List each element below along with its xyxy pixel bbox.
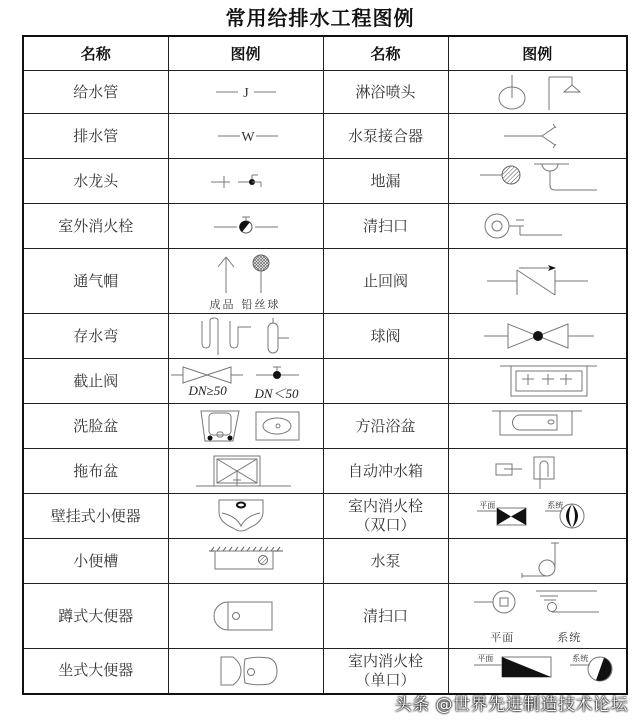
table-row <box>23 584 627 649</box>
item-name: 室外消火栓 <box>23 204 168 249</box>
watermark: 头条 @世界先进制造技术论坛 <box>394 695 628 715</box>
table-row <box>23 649 627 694</box>
item-name: 截止阀 <box>23 359 168 404</box>
shower-head-icon <box>448 71 627 114</box>
table-row <box>23 114 627 159</box>
item-name: 拖布盆 <box>23 449 168 494</box>
indoor-hydrant-single-icon <box>448 649 627 694</box>
header-name-left: 名称 <box>23 36 168 71</box>
bathtub-icon <box>448 404 627 449</box>
item-name: 小便槽 <box>23 539 168 584</box>
page-title: 常用给排水工程图例 <box>225 6 415 30</box>
check-valve-icon <box>448 249 627 314</box>
item-name: 方沿浴盆 <box>323 404 448 449</box>
cleanout-plan-system-icon <box>448 584 627 649</box>
item-name: 通气帽 <box>23 249 168 314</box>
caption-plan: 平面 <box>479 501 496 510</box>
table-row <box>23 494 627 539</box>
table-row <box>23 204 627 249</box>
item-name: 室内消火栓 （双口） <box>323 494 448 539</box>
item-name: 球阀 <box>323 314 448 359</box>
cleanout-icon <box>448 204 627 249</box>
drain-pipe-icon <box>168 114 323 159</box>
outdoor-hydrant-icon <box>168 204 323 249</box>
stop-valve-caption-large: DN≥50 <box>188 383 227 398</box>
table-row <box>23 539 627 584</box>
item-name: 蹲式大便器 <box>23 584 168 649</box>
caption-plan: 平面 <box>490 631 515 644</box>
item-name: 淋浴喷头 <box>323 71 448 114</box>
item-name: 给水管 <box>23 71 168 114</box>
item-name <box>323 359 448 404</box>
item-name: 水龙头 <box>23 159 168 204</box>
water-supply-pipe-icon <box>168 71 323 114</box>
table-row <box>23 314 627 359</box>
table-row <box>23 359 627 404</box>
squat-toilet-icon <box>168 584 323 649</box>
item-name: 存水弯 <box>23 314 168 359</box>
caption-plan: 平面 <box>477 653 494 663</box>
item-name: 坐式大便器 <box>23 649 168 694</box>
table-row <box>23 249 627 314</box>
header-legend-left: 图例 <box>168 36 323 71</box>
ball-valve-icon <box>448 314 627 359</box>
item-name: 清扫口 <box>323 204 448 249</box>
header-name-right: 名称 <box>323 36 448 71</box>
svg-text:W: W <box>240 130 255 145</box>
table-row <box>23 449 627 494</box>
vent-cap-caption-finished: 成品 <box>209 298 236 311</box>
svg-text:J: J <box>242 86 249 101</box>
caption-system: 系统 <box>547 501 564 510</box>
washbasin-icon <box>168 404 323 449</box>
indoor-hydrant-double-icon <box>448 494 627 539</box>
item-name: 地漏 <box>323 159 448 204</box>
caption-system: 系统 <box>572 653 589 663</box>
item-name: 水泵 <box>323 539 448 584</box>
stop-valve-caption-small: DN＜50 <box>254 386 299 401</box>
mop-sink-icon <box>168 449 323 494</box>
wall-urinal-icon <box>168 494 323 539</box>
seat-toilet-icon <box>168 649 323 694</box>
item-name: 清扫口 <box>323 584 448 649</box>
item-name: 水泵接合器 <box>323 114 448 159</box>
item-name: 排水管 <box>23 114 168 159</box>
header-legend-right: 图例 <box>448 36 627 71</box>
caption-system: 系统 <box>557 631 582 644</box>
auto-flush-tank-icon <box>448 449 627 494</box>
table-header-row <box>23 36 627 71</box>
pump-adapter-icon <box>448 114 627 159</box>
item-name: 壁挂式小便器 <box>23 494 168 539</box>
table-row <box>23 71 627 114</box>
faucet-icon <box>168 159 323 204</box>
vent-cap-caption-wire-ball: 铅丝球 <box>241 298 281 311</box>
sink-grid-icon <box>448 359 627 404</box>
item-name: 自动冲水箱 <box>323 449 448 494</box>
trap-icon <box>168 314 323 359</box>
water-pump-icon <box>448 539 627 584</box>
item-name: 洗脸盆 <box>23 404 168 449</box>
urinal-trough-icon <box>168 539 323 584</box>
item-name: 止回阀 <box>323 249 448 314</box>
stop-valve-icon <box>168 359 323 404</box>
vent-cap-icon <box>168 249 323 314</box>
item-name: 室内消火栓 （单口） <box>323 649 448 694</box>
table-row <box>23 404 627 449</box>
floor-drain-icon <box>448 159 627 204</box>
table-row <box>23 159 627 204</box>
legend-table <box>22 35 628 695</box>
